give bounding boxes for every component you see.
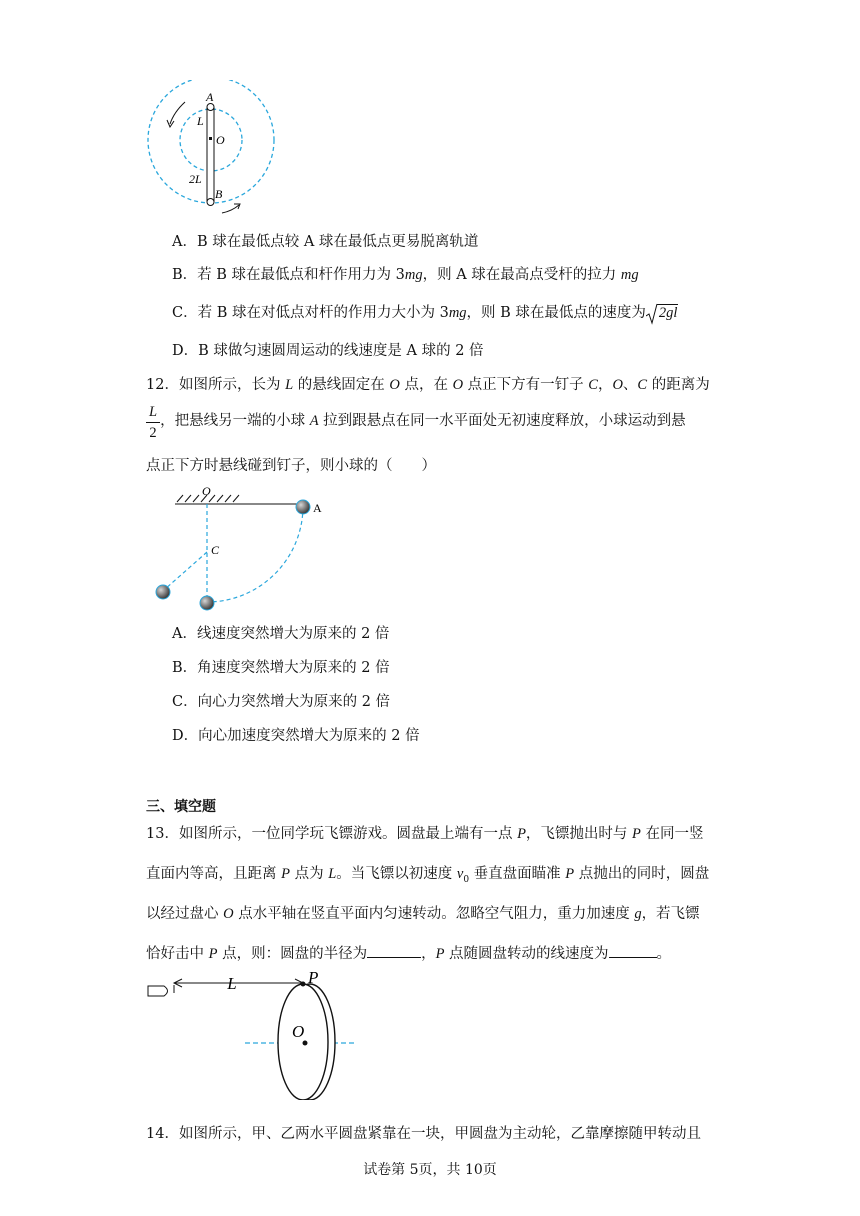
q11-option-b <box>172 268 639 283</box>
q13-text: 点抛出的同时，圆盘 <box>574 866 710 882</box>
q12-text: 点，在 <box>399 377 453 393</box>
sqrt-expression <box>646 306 679 321</box>
q11-option-c-text2: ，则 B 球在最低点的速度为 <box>466 305 646 321</box>
label-o: O <box>216 133 225 147</box>
ball-left <box>156 585 170 599</box>
q11-option-a: A．B 球在最低点较 A 球在最低点更易脱离轨道 <box>172 234 479 250</box>
q13-figure <box>140 965 370 1100</box>
q12-text: 点正下方有一钉子 <box>463 377 589 393</box>
sqrt-argument: 2gl <box>658 305 678 321</box>
ball-b <box>207 199 214 206</box>
q13-text: 以经过盘心 <box>146 906 224 922</box>
q13-text: 。 <box>656 946 672 962</box>
label-a: A <box>313 501 322 515</box>
point-o <box>303 1041 308 1046</box>
var-p: P <box>517 826 526 842</box>
q12-text: 的距离为 <box>647 377 710 393</box>
var-o: O <box>612 377 623 393</box>
var-l: L <box>285 377 294 393</box>
q13-text: 点随圆盘转动的线速度为 <box>444 946 609 962</box>
q13-text: 在同一竖 <box>640 826 704 842</box>
var-o: O <box>452 377 464 393</box>
q12-line3: 点正下方时悬线碰到钉子，则小球的（ ） <box>146 458 436 474</box>
var-v0-subscript: 0 <box>463 874 470 885</box>
q13-text: 点为 <box>289 866 329 882</box>
q11-option-c <box>172 306 678 321</box>
q12-text: 12．如图所示，长为 <box>146 377 286 393</box>
ball-a <box>296 500 310 514</box>
var-c: C <box>637 377 648 393</box>
q13-text: 垂直盘面瞄准 <box>469 866 566 882</box>
var-v0: v <box>456 866 464 882</box>
q11-option-b-text2: ，则 A 球在最高点受杆的拉力 <box>422 267 621 283</box>
var-p: P <box>435 946 445 962</box>
q12-line1 <box>146 378 710 393</box>
q13-text: 点，则：圆盘的半径为 <box>217 946 368 962</box>
q11-option-b-text1: B．若 B 球在最低点和杆作用力为 3 <box>172 267 405 283</box>
fraction-denominator: 2 <box>149 424 157 441</box>
q13-text: ，若飞镖 <box>641 906 700 922</box>
answer-blank-radius[interactable] <box>367 945 421 958</box>
q13-text: ，飞镖抛出时与 <box>525 826 633 842</box>
rotation-arrow-right-icon <box>222 205 239 213</box>
rotation-arrow-left-icon <box>170 102 185 124</box>
var-g: g <box>634 906 642 922</box>
label-p: P <box>308 968 319 987</box>
q13-line2 <box>146 867 709 885</box>
q12-line2 <box>146 405 686 440</box>
var-a: A <box>309 412 319 429</box>
fraction-l-over-2 <box>146 405 160 440</box>
var-p: P <box>281 866 290 882</box>
label-o: O <box>202 484 211 498</box>
q12-text: ， <box>597 377 613 393</box>
q11-option-b-mg1: mg <box>404 267 423 283</box>
q13-text: 直面内等高，且距离 <box>146 866 282 882</box>
var-o: O <box>389 377 400 393</box>
q13-text: 13．如图所示，一位同学玩飞镖游戏。圆盘最上端有一点 <box>146 826 518 842</box>
var-p: P <box>565 866 575 882</box>
q11-option-c-mg: mg <box>448 305 467 321</box>
q12-option-b: B．角速度突然增大为原来的 2 倍 <box>172 660 390 676</box>
q13-line3 <box>146 907 700 922</box>
ball-bottom <box>200 596 214 610</box>
q12-text: 拉到跟悬点在同一水平面处无初速度释放，小球运动到悬 <box>318 412 686 429</box>
q13-text: ， <box>421 946 436 962</box>
q11-figure <box>140 80 290 220</box>
q12-option-c: C．向心力突然增大为原来的 2 倍 <box>172 694 391 710</box>
q12-text: 的悬线固定在 <box>293 377 390 393</box>
var-p: P <box>632 826 641 842</box>
q11-option-c-text1: C．若 B 球在对低点对杆的作用力大小为 3 <box>172 305 449 321</box>
q12-option-d: D．向心加速度突然增大为原来的 2 倍 <box>172 728 420 744</box>
var-l: L <box>328 866 337 882</box>
q13-text: 。当飞镖以初速度 <box>336 866 457 882</box>
label-c: C <box>211 543 220 557</box>
label-l: L <box>227 974 237 993</box>
q12-option-a: A．线速度突然增大为原来的 2 倍 <box>172 626 390 642</box>
var-p: P <box>208 946 218 962</box>
string-after-peg <box>164 552 207 590</box>
q11-option-b-mg2: mg <box>620 267 639 283</box>
label-a: A <box>206 90 214 104</box>
rod <box>207 108 214 201</box>
section-title: 三、填空题 <box>146 799 216 815</box>
q13-line1 <box>146 827 704 842</box>
label-o: O <box>292 1022 305 1041</box>
q11-option-d: D．B 球做匀速圆周运动的线速度是 A 球的 2 倍 <box>172 343 484 359</box>
q12-text: ，把悬线另一端的小球 <box>160 412 310 429</box>
point-p <box>301 982 306 987</box>
q13-line4 <box>146 945 671 962</box>
dart-icon <box>148 986 168 996</box>
q13-text: 恰好击中 <box>146 946 209 962</box>
answer-blank-velocity[interactable] <box>609 945 657 958</box>
q12-figure <box>150 482 340 617</box>
label-l: L <box>197 114 204 128</box>
page-footer: 试卷第 5页，共 10页 <box>363 1162 497 1178</box>
pivot-o <box>209 137 212 140</box>
ball-a <box>207 104 214 111</box>
q12-text: 、 <box>622 377 638 393</box>
label-2l: 2L <box>189 172 202 186</box>
q13-text: 点水平轴在竖直平面内匀速转动。忽略空气阻力，重力加速度 <box>233 906 635 922</box>
var-c: C <box>588 377 598 393</box>
swing-arc <box>207 507 303 602</box>
label-b: B <box>215 187 223 201</box>
var-o: O <box>223 906 234 922</box>
fraction-numerator: L <box>146 405 160 423</box>
q14-line1: 14．如图所示，甲、乙两水平圆盘紧靠在一块，甲圆盘为主动轮，乙靠摩擦随甲转动且 <box>146 1126 701 1142</box>
